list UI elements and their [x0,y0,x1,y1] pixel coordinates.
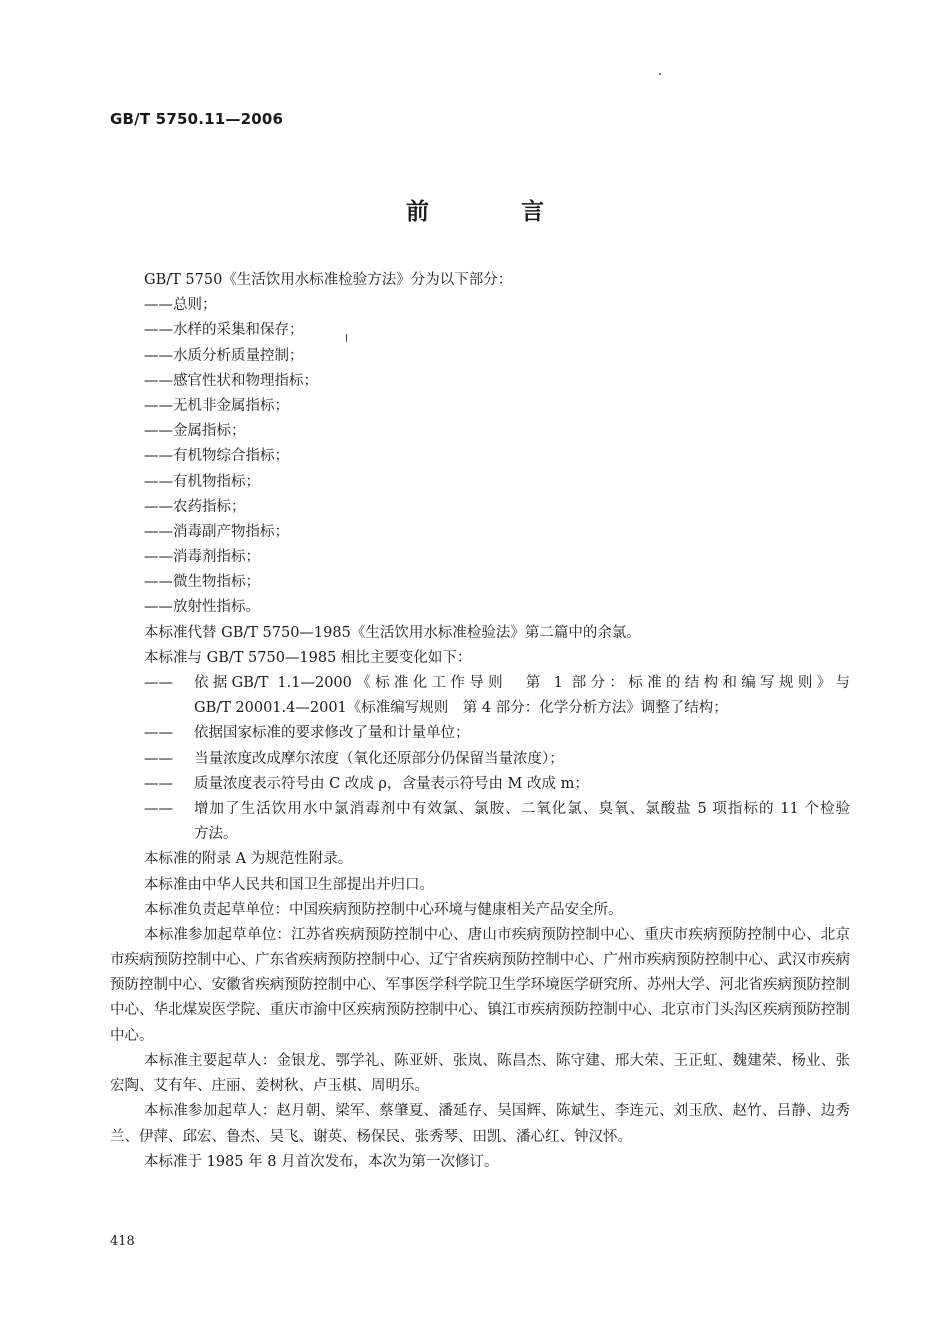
change-text: 依据GB/T 1.1—2000《标准化工作导则 第 1 部分：标准的结构和编写规则》与 [194,675,850,691]
list-item: ——水样的采集和保存； [144,322,304,339]
lead-drafter-note: 本标准负责起草单位：中国疾病预防控制中心环境与健康相关产品安全所。 [144,901,623,918]
change-item [110,747,850,772]
dash-marker: —— [144,775,173,792]
list-item: ——微生物指标； [144,574,260,591]
change-item [110,721,850,746]
parts-intro: GB/T 5750《生活饮用水标准检验方法》分为以下部分： [144,272,513,288]
list-item: ——有机物指标； [144,473,260,490]
change-item [110,671,850,696]
changes-list [110,671,850,847]
participating-units: 本标准参加起草单位：江苏省疾病预防控制中心、唐山市疾病预防控制中心、重庆市疾病预防控制中心、北京市疾病预防控制中心、广东省疾病预防控制中心、辽宁省疾病预防控制中心、广州市疾病预防控制中心、武汉市疾病预防控制中心、安徽省疾病预防控制中心、军事医学科学院卫生学环境医学研究所、苏州大学、河北省疾病预防控制中心、华北煤炭医学院、重庆市渝中区疾病预防控制中心、镇江市疾病预防控制中心、北京市门头沟区疾病预防控制中心。 [110,926,850,1044]
changes-intro: 本标准与 GB/T 5750—1985 相比主要变化如下： [144,649,472,666]
change-text: 增加了生活饮用水中氯消毒剂中有效氯、氯胺、二氧化氯、臭氧、氯酸盐 5 项指标的 11 个检验 [194,800,850,817]
list-item: ——感官性状和物理指标； [144,372,318,389]
list-item: ——水质分析质量控制； [144,347,304,364]
standard-code: GB/T 5750.11—2006 [110,110,284,128]
participating-drafters: 本标准参加起草人：赵月朝、梁军、蔡肇夏、潘延存、吴国辉、陈斌生、李连元、刘玉欣、赵竹、吕静、边秀兰、伊萍、邱宏、鲁杰、吴飞、谢英、杨保民、张秀琴、田凯、潘心红、钟汉怀。 [110,1103,850,1145]
list-item: ——总则； [144,297,217,314]
replace-note: 本标准代替 GB/T 5750—1985《生活饮用水标准检验法》第二篇中的余氯。 [144,624,641,641]
list-item: ——无机非金属指标； [144,397,289,414]
change-item [110,772,850,797]
dash-marker: —— [144,725,173,742]
list-item: ——金属指标； [144,423,246,440]
dash-marker: —— [144,750,173,767]
main-drafters: 本标准主要起草人：金银龙、鄂学礼、陈亚妍、张岚、陈昌杰、陈守建、邢大荣、王正虹、魏建荣、杨业、张宏陶、艾有年、庄丽、姜树秋、卢玉棋、周明乐。 [110,1052,850,1095]
list-item: ——消毒副产物指标； [144,523,289,540]
list-item: ——有机物综合指标； [144,448,289,465]
scan-speck [659,73,661,75]
parts-list [110,293,850,620]
publication-note: 本标准于 1985 年 8 月首次发布，本次为第一次修订。 [144,1153,499,1170]
dash-marker: —— [144,675,173,691]
change-item [110,797,850,822]
change-text: 质量浓度表示符号由 C 改成 ρ，含量表示符号由 M 改成 m； [194,775,589,792]
change-text: 依据国家标准的要求修改了量和计量单位； [194,725,470,742]
page-number: 418 [110,1234,135,1249]
change-text-continued: 方法。 [194,826,238,843]
list-item: ——放射性指标。 [144,599,260,616]
list-item: ——消毒剂指标； [144,549,260,566]
change-text-continued: GB/T 20001.4—2001《标准编写规则 第 4 部分：化学分析方法》调整了结构； [194,700,728,717]
list-item: ——农药指标； [144,498,246,515]
proposer-note: 本标准由中华人民共和国卫生部提出并归口。 [144,876,434,893]
document-body [110,268,850,1175]
appendix-note: 本标准的附录 A 为规范性附录。 [144,851,353,868]
dash-marker: —— [144,800,173,817]
page-title: 前 言 [405,199,586,225]
change-text: 当量浓度改成摩尔浓度（氧化还原部分仍保留当量浓度）； [194,750,564,767]
